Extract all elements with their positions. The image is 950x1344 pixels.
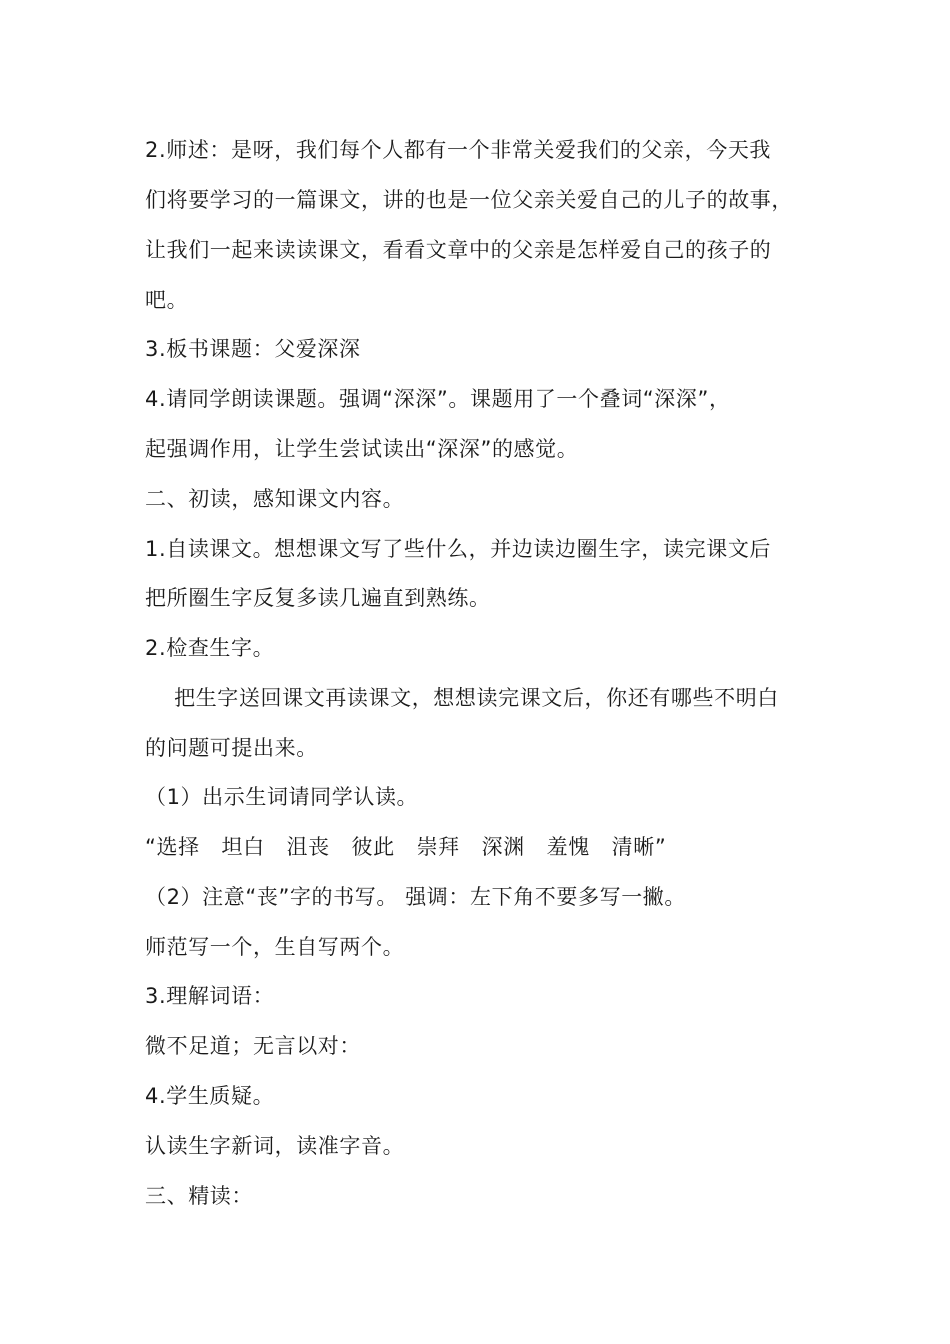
section-heading: 三、精读： bbox=[145, 1184, 253, 1208]
paragraph-line: 4.学生质疑。 bbox=[145, 1084, 275, 1108]
paragraph-line: 让我们一起来读读课文，看看文章中的父亲是怎样爱自己的孩子的 bbox=[145, 238, 772, 262]
paragraph-line: 吧。 bbox=[145, 288, 189, 312]
paragraph-line: 把所圈生字反复多读几遍直到熟练。 bbox=[145, 586, 491, 610]
paragraph-line: 2.师述：是呀，我们每个人都有一个非常关爱我们的父亲，今天我 bbox=[145, 138, 772, 162]
paragraph-line: 师范写一个，生自写两个。 bbox=[145, 935, 405, 959]
paragraph-line: 的问题可提出来。 bbox=[145, 736, 318, 760]
paragraph-line: 起强调作用，让学生尝试读出“深深”的感觉。 bbox=[145, 437, 579, 461]
section-heading: 二、初读，感知课文内容。 bbox=[145, 487, 405, 511]
paragraph-line: （1）出示生词请同学认读。 bbox=[145, 785, 419, 809]
paragraph-line: 们将要学习的一篇课文，讲的也是一位父亲关爱自己的儿子的故事， bbox=[145, 188, 793, 212]
paragraph-line: 2.检查生字。 bbox=[145, 636, 275, 660]
paragraph-line: 认读生字新词，读准字音。 bbox=[145, 1134, 405, 1158]
paragraph-line: 4.请同学朗读课题。强调“深深”。课题用了一个叠词“深深”， bbox=[145, 387, 731, 411]
paragraph-line: （2）注意“丧”字的书写。 强调：左下角不要多写一撇。 bbox=[145, 885, 686, 909]
paragraph-line: 3.理解词语： bbox=[145, 984, 275, 1008]
paragraph-line: 1.自读课文。想想课文写了些什么，并边读边圈生字，读完课文后 bbox=[145, 537, 772, 561]
paragraph-line: 把生字送回课文再读课文，想想读完课文后，你还有哪些不明白 bbox=[145, 686, 779, 710]
paragraph-line: 微不足道；无言以对： bbox=[145, 1034, 361, 1058]
vocabulary-list: “选择 坦白 沮丧 彼此 崇拜 深渊 羞愧 清晰” bbox=[145, 835, 667, 859]
paragraph-line: 3.板书课题：父爱深深 bbox=[145, 337, 361, 361]
